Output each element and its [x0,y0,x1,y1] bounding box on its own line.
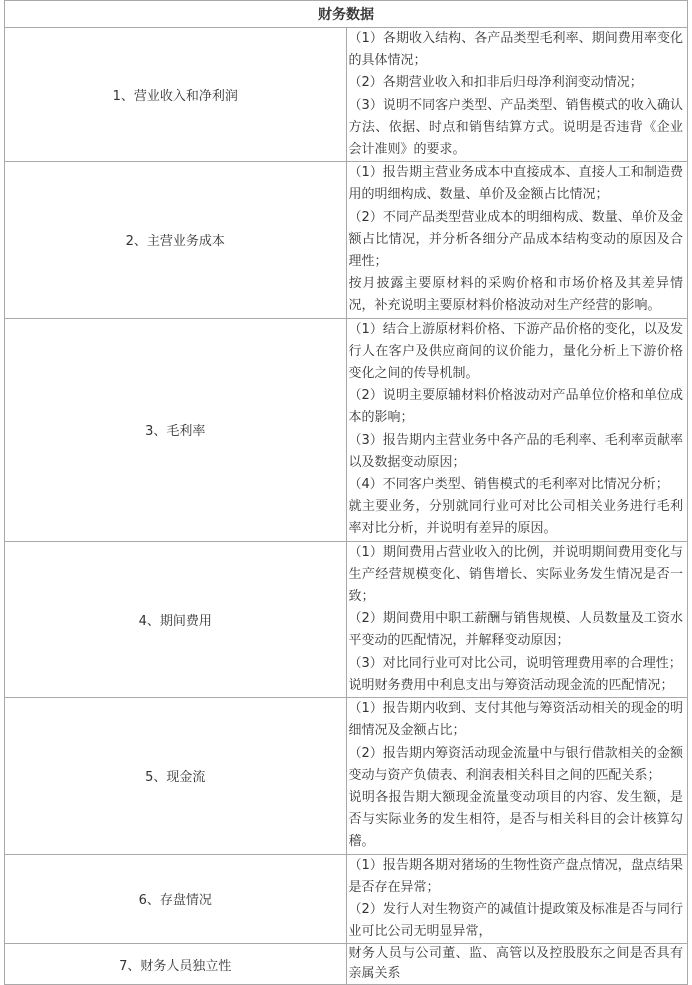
row-content [346,541,688,697]
content-item: （3）说明不同客户类型、产品类型、销售模式的收入确认方法、依据、时点和销售结算方式。说明是否违背《企业会计准则》的要求。 [348,97,683,158]
row-content [346,28,688,162]
row-content [346,318,688,541]
content-item: （1）期间费用占营业收入的比例，并说明期间费用变化与生产经营规模变化、销售增长、实际业务发生情况是否一致； [348,544,683,605]
table-row [5,162,688,318]
content-item: （2）发行人对生物资产的减值计提政策及标准是否与同行业可比公司无明显异常， [348,901,683,940]
content-item: （2）报告期内筹资活动现金流量中与银行借款相关的金额变动与资产负债表、利润表相关科目之间的匹配关系； [348,745,683,783]
row-content [346,698,688,854]
table-header-row [5,1,688,28]
table-row [5,698,688,854]
row-category: 2、主营业务成本 [5,162,347,318]
row-content [346,944,688,985]
content-item: （1）报告期主营业务成本中直接成本、直接人工和制造费用的明细构成、数量、单价及金额占比情况； [348,165,683,203]
content-item: 说明各报告期大额现金流量变动项目的内容、发生额，是否与实际业务的发生相符，是否与相关科目的会计核算勾稽。 [348,789,683,850]
row-content [346,162,688,318]
table-row [5,28,688,162]
content-item: （1）报告期内收到、支付其他与筹资活动相关的现金的明细情况及金额占比； [348,701,683,739]
content-item: 说明财务费用中利息支出与筹资活动现金流的匹配情况； [348,677,674,693]
row-content [346,854,688,944]
content-item: （1）结合上游原材料价格、下游产品价格的变化，以及发行人在客户及供应商间的议价能力，量化分析上下游价格变化之间的传导机制。 [348,321,683,382]
content-item: （2）期间费用中职工薪酬与销售规模、人员数量及工资水平变动的匹配情况，并解释变动原因； [348,611,683,649]
table-row [5,854,688,944]
content-item: （2）各期营业收入和扣非后归母净利润变动情况； [348,75,643,91]
row-category: 1、营业收入和净利润 [5,28,347,162]
table-title: 财务数据 [5,1,688,28]
content-item: （3）对比同行业可对比公司，说明管理费用率的合理性； [348,655,682,671]
content-item: （3）报告期内主营业务中各产品的毛利率、毛利率贡献率以及数据变动原因； [348,432,683,470]
table-row [5,318,688,541]
content-item: 就主要业务，分别就同行业可对比公司相关业务进行毛利率对比分析，并说明有差异的原因。 [348,499,683,537]
row-category: 4、期间费用 [5,541,347,697]
content-item: （2）说明主要原辅材料价格波动对产品单位价格和单位成本的影响； [348,388,683,426]
finance-data-table [4,0,688,985]
row-category: 3、毛利率 [5,318,347,541]
table-row [5,541,688,697]
content-item: 按月披露主要原材料的采购价格和市场价格及其差异情况，补充说明主要原材料价格波动对生产经营的影响。 [348,276,683,314]
table-row [5,944,688,985]
content-item: （1）各期收入结构、各产品类型毛利率、期间费用率变化的具体情况； [348,31,683,69]
row-category: 5、现金流 [5,698,347,854]
content-item: 财务人员与公司董、监、高管以及控股股东之间是否具有亲属关系 [348,946,683,982]
content-item: （1）报告期各期对猪场的生物性资产盘点情况，盘点结果是否存在异常； [348,857,683,895]
row-category: 7、财务人员独立性 [5,944,347,985]
content-item: （4）不同客户类型、销售模式的毛利率对比情况分析； [348,477,669,493]
row-category: 6、存盘情况 [5,854,347,944]
content-item: （2）不同产品类型营业成本的明细构成、数量、单价及金额占比情况，并分析各细分产品成本结构变动的原因及合理性； [348,209,683,270]
